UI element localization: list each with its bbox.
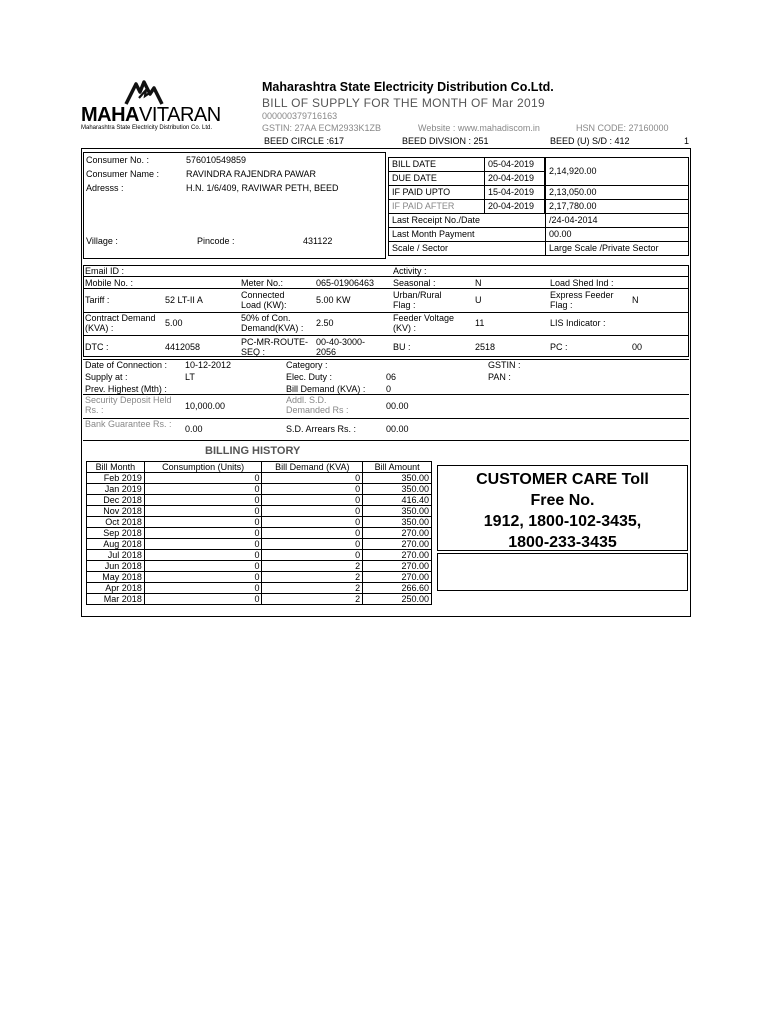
table-row: [87, 539, 432, 550]
express-feeder-label: Express Feeder Flag :: [550, 290, 614, 310]
urban-rural-value: U: [475, 295, 482, 305]
table-row: [87, 528, 432, 539]
customer-care-line2: Free No.: [530, 492, 595, 509]
bill-amount-cell: 416.40: [363, 495, 432, 506]
company-name: Maharashtra State Electricity Distribution Co.Ltd.: [262, 80, 554, 94]
paid-after-label: IF PAID AFTER: [388, 199, 485, 214]
consumption-cell: 0: [144, 550, 262, 561]
consumption-cell: 0: [144, 539, 262, 550]
table-header-row: [87, 462, 432, 473]
mobile-label: Mobile No. :: [85, 278, 134, 288]
connected-load-value: 5.00 KW: [316, 295, 351, 305]
connected-load-label: Connected Load (KW):: [241, 290, 287, 310]
bill-demand-cell: 0: [262, 528, 363, 539]
bill-month-cell: Feb 2019: [87, 473, 145, 484]
table-row: [87, 506, 432, 517]
bill-demand-cell: 0: [262, 506, 363, 517]
pc-value: 00: [632, 342, 643, 352]
consumer-name-label: Consumer Name :: [86, 169, 160, 179]
bill-month-cell: Sep 2018: [87, 528, 145, 539]
elec-duty-label: Elec. Duty :: [286, 372, 333, 382]
bill-amount-cell: 350.00: [363, 506, 432, 517]
table-row: [87, 473, 432, 484]
bill-month-cell: Jun 2018: [87, 561, 145, 572]
consumption-cell: 0: [144, 528, 262, 539]
elec-duty-value: 06: [386, 372, 397, 382]
bill-date-label: BILL DATE: [388, 157, 485, 172]
billing-history-title: BILLING HISTORY: [205, 445, 301, 457]
addl-sd-label: Addl. S.D. Demanded Rs :: [286, 395, 349, 415]
customer-care-line4: 1800-233-3435: [508, 534, 617, 551]
email-label: Email ID :: [85, 266, 125, 276]
paid-after-amount: 2,17,780.00: [545, 199, 689, 214]
bill-demand-cell: 0: [262, 550, 363, 561]
mahavitaran-logo: [80, 78, 230, 134]
address-label: Adresss :: [86, 183, 124, 193]
bill-demand-cell: 2: [262, 583, 363, 594]
table-row: [87, 594, 432, 605]
logo-tagline: Maharashtra State Electricity Distribution Co. Ltd.: [81, 125, 213, 131]
table-row: [87, 572, 432, 583]
paid-upto-date: 15-04-2019: [484, 185, 545, 200]
bill-amount-cell: 266.60: [363, 583, 432, 594]
bill-month-cell: Nov 2018: [87, 506, 145, 517]
seasonal-value: N: [475, 278, 482, 288]
bill-demand-cell: 2: [262, 561, 363, 572]
fifty-percent-value: 2.50: [316, 318, 334, 328]
meter-value: 065-01906463: [316, 278, 375, 288]
loadshed-label: Load Shed Ind :: [550, 278, 614, 288]
due-date-label: DUE DATE: [388, 171, 485, 186]
column-header: Bill Amount: [363, 462, 432, 473]
website-text: Website : www.mahadiscom.in: [418, 123, 540, 133]
bill-demand-cell: 0: [262, 473, 363, 484]
bill-month-cell: Mar 2018: [87, 594, 145, 605]
bill-month-cell: Aug 2018: [87, 539, 145, 550]
bill-demand-label: Bill Demand (KVA) :: [286, 384, 366, 394]
tariff-value: 52 LT-II A: [165, 295, 203, 305]
bill-demand-cell: 2: [262, 594, 363, 605]
column-header: Bill Demand (KVA): [262, 462, 363, 473]
lis-indicator-label: LIS Indicator :: [550, 318, 606, 328]
activity-label: Activity :: [393, 266, 427, 276]
bu-label: BU :: [393, 342, 411, 352]
table-row: [87, 561, 432, 572]
feeder-voltage-value: 11: [475, 318, 485, 328]
bill-month-cell: Dec 2018: [87, 495, 145, 506]
last-payment-label: Last Month Payment: [388, 227, 546, 242]
consumption-cell: 0: [144, 572, 262, 583]
bill-demand-cell: 2: [262, 572, 363, 583]
due-date-value: 20-04-2019: [484, 171, 545, 186]
gstin-text: GSTIN: 27AA ECM2933K1ZB: [262, 123, 382, 133]
table-row: [87, 517, 432, 528]
paid-after-date: 20-04-2019: [484, 199, 545, 214]
bill-month-cell: Jul 2018: [87, 550, 145, 561]
sd-arrears-label: S.D. Arrears Rs. :: [286, 424, 357, 434]
bill-amount-cell: 270.00: [363, 528, 432, 539]
consumption-cell: 0: [144, 473, 262, 484]
bill-amount-cell: 270.00: [363, 572, 432, 583]
blank-info-box: [437, 553, 688, 591]
table-row: [87, 550, 432, 561]
bank-guarantee-value: 0.00: [185, 424, 203, 434]
pincode-label: Pincode :: [197, 236, 235, 246]
sd-arrears-value: 00.00: [386, 424, 409, 434]
dtc-label: DTC :: [85, 342, 109, 352]
express-feeder-value: N: [632, 295, 639, 305]
consumption-cell: 0: [144, 594, 262, 605]
fifty-percent-label: 50% of Con. Demand(KVA) :: [241, 313, 304, 333]
logo-maha-text: MAHA: [81, 104, 139, 126]
subdivision-text: BEED (U) S/D : 412: [550, 136, 630, 146]
due-amount-value: 2,14,920.00: [549, 166, 597, 176]
security-deposit-value: 10,000.00: [185, 401, 226, 411]
bill-amount-cell: 350.00: [363, 517, 432, 528]
pcmr-label: PC-MR-ROUTE-SEQ :: [241, 337, 308, 357]
date-of-connection-value: 10-12-2012: [185, 360, 232, 370]
table-row: [87, 495, 432, 506]
bill-date-value: 05-04-2019: [484, 157, 545, 172]
bill-demand-cell: 0: [262, 517, 363, 528]
bu-value: 2518: [475, 342, 496, 352]
bill-demand-cell: 0: [262, 539, 363, 550]
supply-at-value: LT: [185, 372, 195, 382]
paid-upto-label: IF PAID UPTO: [388, 185, 485, 200]
security-deposit-label: Security Deposit Held Rs. :: [85, 395, 172, 415]
bill-demand-value: 0: [386, 384, 392, 394]
consumption-cell: 0: [144, 506, 262, 517]
pcmr-value: 00-40-3000-2056: [316, 337, 366, 357]
bill-demand-cell: 0: [262, 484, 363, 495]
contract-demand-value: 5.00: [165, 318, 183, 328]
paid-upto-amount: 2,13,050.00: [545, 185, 689, 200]
pan-label: PAN :: [488, 372, 511, 382]
last-receipt-label: Last Receipt No./Date: [388, 213, 546, 228]
bill-amount-cell: 250.00: [363, 594, 432, 605]
bill-amount-cell: 270.00: [363, 539, 432, 550]
scale-value: Large Scale /Private Sector: [545, 241, 689, 256]
bill-amount-cell: 350.00: [363, 484, 432, 495]
circle-text: BEED CIRCLE :617: [264, 136, 345, 146]
tariff-label: Tariff :: [85, 295, 110, 305]
bank-guarantee-label: Bank Guarantee Rs. :: [85, 419, 172, 429]
lightning-tower-icon: [122, 80, 166, 106]
gstin-label: GSTIN :: [488, 360, 521, 370]
table-row: [87, 583, 432, 594]
dtc-value: 4412058: [165, 342, 201, 352]
feeder-voltage-label: Feeder Voltage (KV) :: [393, 313, 455, 333]
scale-label: Scale / Sector: [388, 241, 546, 256]
bill-demand-cell: 0: [262, 495, 363, 506]
contract-demand-label: Contract Demand (KVA) :: [85, 313, 156, 333]
prev-highest-label: Prev. Highest (Mth) :: [85, 384, 167, 394]
division-text: BEED DIVSION : 251: [402, 136, 489, 146]
consumption-cell: 0: [144, 517, 262, 528]
pincode-value: 431122: [303, 236, 333, 246]
bill-number: 000000379716163: [262, 111, 338, 121]
table-row: [87, 484, 432, 495]
bill-amount-cell: 350.00: [363, 473, 432, 484]
consumption-cell: 0: [144, 495, 262, 506]
customer-care-line1: CUSTOMER CARE Toll: [476, 471, 649, 488]
village-label: Village :: [86, 236, 118, 246]
page-number: 1: [684, 136, 690, 146]
customer-care-line3: 1912, 1800-102-3435,: [483, 513, 642, 530]
hsn-code: HSN CODE: 27160000: [576, 123, 669, 133]
supply-at-label: Supply at :: [85, 372, 128, 382]
consumption-cell: 0: [144, 484, 262, 495]
consumption-cell: 0: [144, 583, 262, 594]
date-of-connection-label: Date of Connection :: [85, 360, 168, 370]
consumption-cell: 0: [144, 561, 262, 572]
urban-rural-label: Urban/Rural Flag :: [393, 290, 442, 310]
bill-title: BILL OF SUPPLY FOR THE MONTH OF Mar 2019: [262, 96, 545, 110]
bill-month-cell: Oct 2018: [87, 517, 145, 528]
consumer-name-value: RAVINDRA RAJENDRA PAWAR: [186, 169, 317, 179]
logo-vitaran-text: VITARAN: [139, 104, 221, 126]
billing-history-table: [86, 461, 432, 605]
seasonal-label: Seasonal :: [393, 278, 436, 288]
bill-amount-cell: 270.00: [363, 550, 432, 561]
bill-amount-cell: 270.00: [363, 561, 432, 572]
consumer-no-label: Consumer No. :: [86, 155, 150, 165]
column-header: Bill Month: [87, 462, 145, 473]
address-value: H.N. 1/6/409, RAVIWAR PETH, BEED: [186, 183, 339, 193]
last-receipt-value: /24-04-2014: [545, 213, 689, 228]
bill-month-cell: May 2018: [87, 572, 145, 583]
bill-month-cell: Apr 2018: [87, 583, 145, 594]
last-payment-value: 00.00: [545, 227, 689, 242]
addl-sd-value: 00.00: [386, 401, 409, 411]
due-amount-box: [545, 157, 689, 186]
meter-label: Meter No.:: [241, 278, 284, 288]
bill-month-cell: Jan 2019: [87, 484, 145, 495]
column-header: Consumption (Units): [144, 462, 262, 473]
category-label: Category :: [286, 360, 328, 370]
pc-label: PC :: [550, 342, 568, 352]
consumer-no-value: 576010549859: [186, 155, 247, 165]
